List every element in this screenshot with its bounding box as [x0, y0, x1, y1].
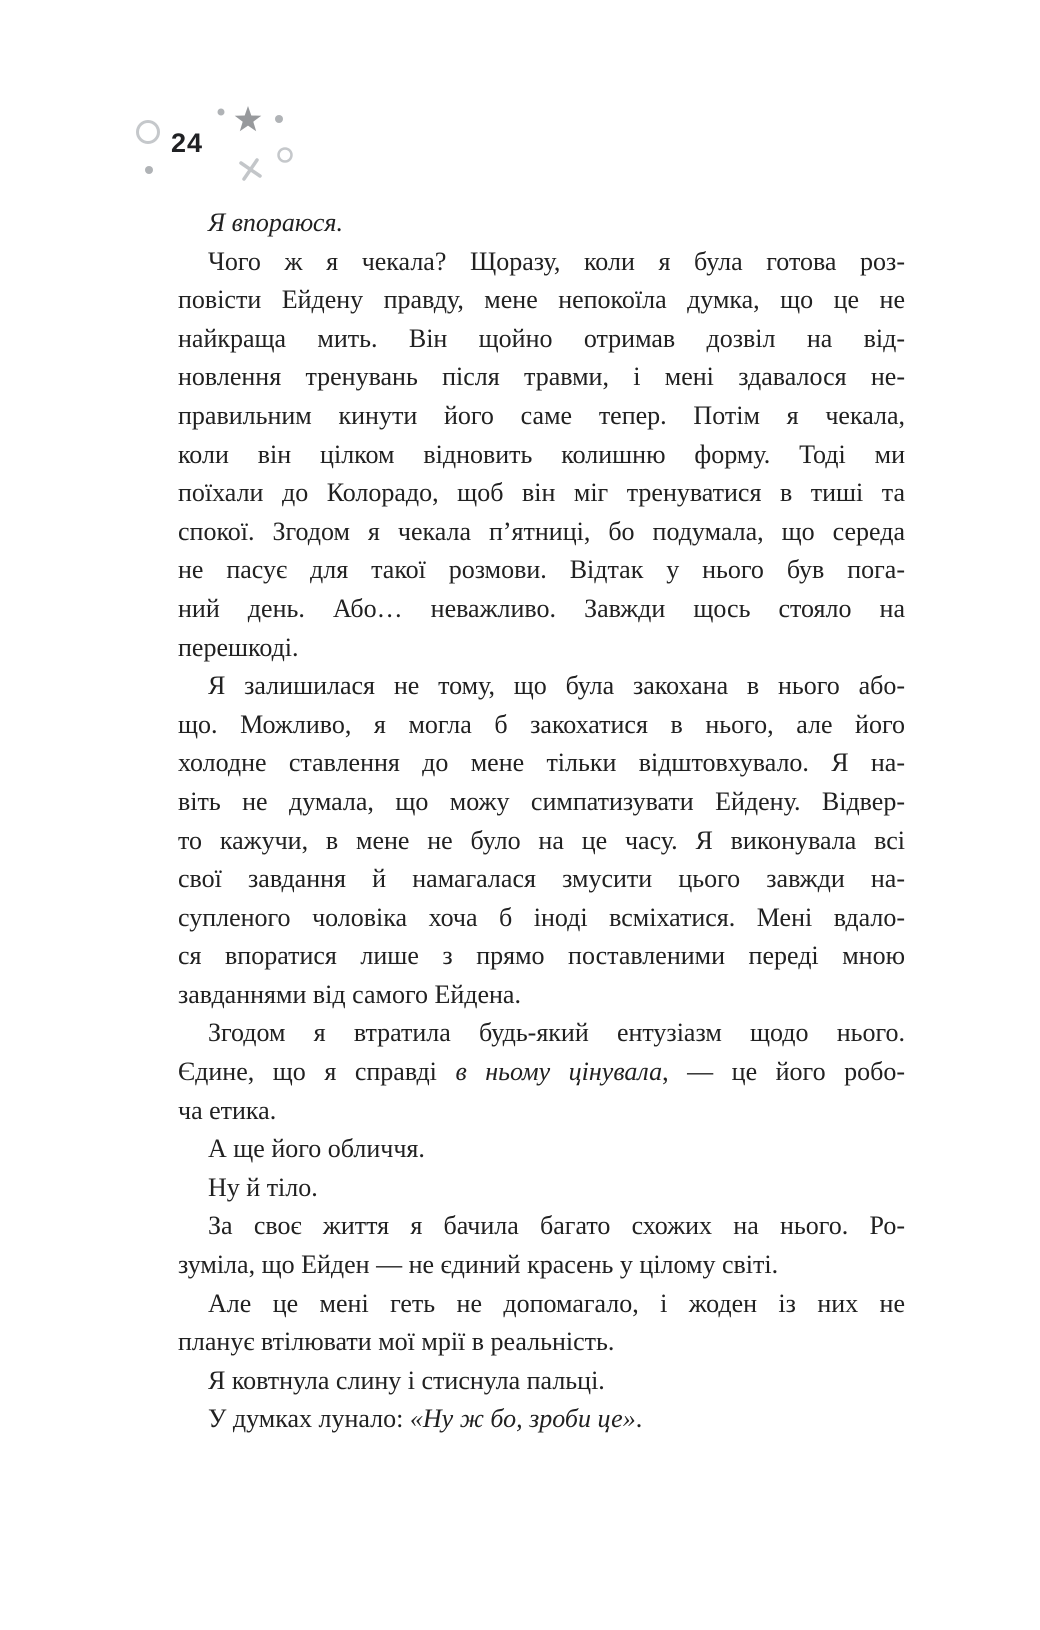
text-line [178, 976, 905, 1015]
text-line [178, 822, 905, 861]
paragraph [178, 1285, 905, 1362]
paragraph [178, 667, 905, 1014]
text-segment: Чого ж я чекала? Щоразу, коли я була готова роз- [208, 246, 905, 276]
text-line [178, 744, 905, 783]
text-line [178, 1130, 905, 1169]
text-segment: Я впораюся. [208, 208, 343, 237]
text-line [178, 937, 905, 976]
paragraph [178, 1014, 905, 1130]
dot-icon [218, 109, 225, 116]
text-segment: не пасує для такої розмови. Відтак у нього був пога- [178, 555, 905, 585]
cross-icon [241, 160, 260, 179]
star-icon [235, 106, 262, 131]
text-segment: Я залишилася не тому, що була закохана в нього або- [208, 671, 905, 701]
text-segment: що. Можливо, я могла б закохатися в нього, але його [178, 709, 905, 739]
sparkle-decoration [120, 90, 300, 190]
text-segment: . [635, 1404, 643, 1434]
text-line [178, 1323, 905, 1362]
dot-icon [145, 166, 153, 174]
text-segment: правильним кинути його саме тепер. Потім я чекала, [178, 400, 905, 430]
dot-icon [275, 115, 283, 123]
text-segment: Згодом я втратила будь-який ентузіазм щодо нього. [208, 1018, 905, 1048]
paragraph [178, 1130, 905, 1169]
text-line [178, 1169, 905, 1208]
text-segment: Але це мені геть не допомагало, і жоден із них не [208, 1288, 905, 1318]
text-segment: коли він цілком відновить колишню форму. Тоді ми [178, 439, 905, 469]
text-segment: Ну й тіло. [208, 1172, 318, 1202]
text-segment: планує втілювати мої мрії в реальність. [178, 1327, 615, 1357]
italic-text-segment: «Ну ж бо, зроби це» [409, 1404, 636, 1434]
text-segment: найкраща мить. Він щойно отримав дозвіл на від- [178, 323, 905, 353]
page-text [178, 204, 905, 1439]
text-segment: Єдине, що я справді [178, 1057, 456, 1087]
text-segment: У думках лунало: [208, 1404, 410, 1434]
text-line [178, 1285, 905, 1324]
text-segment: А ще його обличчя. [208, 1134, 425, 1164]
text-segment: завданнями від самого Ейдена. [178, 979, 521, 1009]
text-segment: зуміла, що Ейден — не єдиний красень у цілому світі. [178, 1250, 779, 1280]
paragraph [178, 1362, 905, 1401]
text-segment: , — це його робо- [662, 1057, 905, 1087]
text-segment: віть не думала, що можу симпатизувати Ейдену. Відвер- [178, 786, 905, 816]
text-line [178, 706, 905, 745]
paragraph [178, 243, 905, 668]
text-line [178, 1092, 905, 1131]
text-line [178, 783, 905, 822]
paragraph [178, 1400, 905, 1439]
text-line [178, 629, 905, 668]
text-line [178, 436, 905, 475]
paragraph [178, 204, 905, 243]
text-line [178, 204, 905, 243]
ring-icon [279, 149, 292, 162]
text-line [178, 513, 905, 552]
text-segment: то кажучи, в мене не було на це часу. Я виконувала всі [178, 825, 905, 855]
text-segment: Я ковтнула слину і стиснула пальці. [208, 1365, 605, 1395]
text-line [178, 281, 905, 320]
italic-text-segment: в ньому цінувала [455, 1057, 663, 1087]
text-segment: повісти Ейдену правду, мене непокоїла думка, що це не [178, 285, 905, 315]
text-segment: свої завдання й намагалася змусити цього завжди на- [178, 864, 905, 894]
text-segment: За своє життя я бачила багато схожих на нього. Ро- [208, 1211, 905, 1241]
text-segment: ся впоратися лише з прямо поставленими переді мною [178, 941, 905, 971]
text-segment: перешкоді. [178, 632, 299, 662]
ring-icon [138, 122, 159, 143]
text-line [178, 1246, 905, 1285]
text-line [178, 358, 905, 397]
page-number: 24 [171, 128, 204, 158]
paragraph [178, 1207, 905, 1284]
text-line [178, 397, 905, 436]
text-line [178, 1014, 905, 1053]
text-line [178, 667, 905, 706]
text-line [178, 860, 905, 899]
text-segment: холодне ставлення до мене тільки відштовхувало. Я на- [178, 748, 905, 778]
text-segment: спокої. Згодом я чекала п’ятниці, бо подумала, що середа [178, 516, 905, 546]
text-line [178, 1207, 905, 1246]
text-segment: ний день. Або… неважливо. Завжди щось стояло на [178, 593, 905, 623]
text-line [178, 590, 905, 629]
text-line [178, 320, 905, 359]
text-segment: новлення тренувань після травми, і мені здавалося не- [178, 362, 905, 392]
paragraph [178, 1169, 905, 1208]
text-line [178, 551, 905, 590]
text-segment: супленого чоловіка хоча б іноді всміхатися. Мені вдало- [178, 902, 905, 932]
text-line [178, 474, 905, 513]
text-line [178, 899, 905, 938]
text-line [178, 243, 905, 282]
text-line [178, 1362, 905, 1401]
text-segment: поїхали до Колорадо, щоб він міг тренуватися в тиші та [178, 478, 905, 508]
text-line [178, 1400, 905, 1439]
text-segment: ча етика. [178, 1095, 277, 1125]
text-line [178, 1053, 905, 1092]
